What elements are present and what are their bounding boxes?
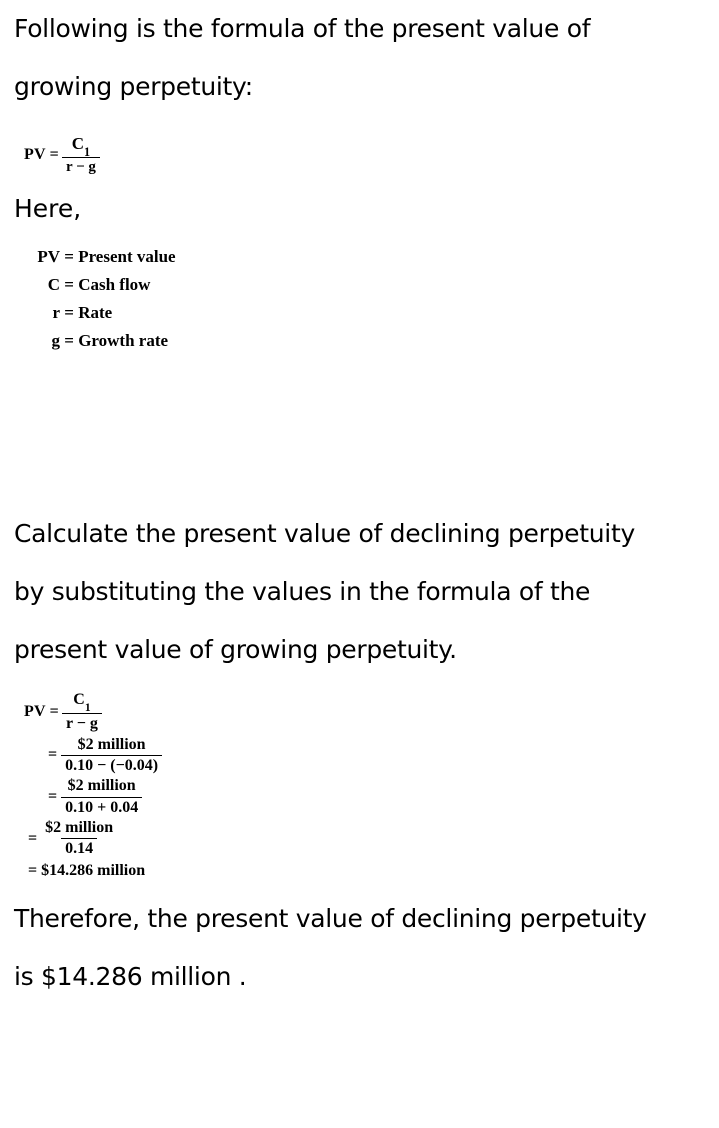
definition-meaning: Rate xyxy=(78,302,113,322)
calculation-equals: = xyxy=(28,829,38,847)
conclusion-line-2: is $14.286 million . xyxy=(14,961,247,991)
calculation-denominator: 0.10 + 0.04 xyxy=(61,797,142,817)
section-spacer xyxy=(14,355,705,505)
formula-numerator-subscript: 1 xyxy=(84,145,91,160)
formula-denominator: r − g xyxy=(62,157,100,176)
formula-numerator xyxy=(68,134,94,160)
calculation-denominator: 0.14 xyxy=(61,838,97,858)
definition-symbol: g xyxy=(51,330,60,350)
definition-meaning: Present value xyxy=(78,246,176,266)
calculation-line-4 xyxy=(28,819,705,859)
calculation-numerator-subscript: 1 xyxy=(84,701,91,714)
calculation-fraction xyxy=(61,736,162,776)
instruction-paragraph xyxy=(14,505,705,679)
calculation-fraction xyxy=(62,691,102,734)
definition-meaning: Growth rate xyxy=(78,330,169,350)
definition-symbol: r xyxy=(52,302,60,322)
calculation-denominator: r − g xyxy=(62,713,102,733)
calculation-result: = $14.286 million xyxy=(28,861,146,879)
calculation-block xyxy=(24,691,705,880)
calculation-lhs: PV = xyxy=(24,703,59,721)
formula-growing-perpetuity xyxy=(24,134,705,177)
calculation-line-2 xyxy=(48,736,705,776)
intro-paragraph xyxy=(14,0,705,116)
definitions-list xyxy=(32,243,705,355)
definition-equals: = xyxy=(64,330,74,350)
calculation-numerator-symbol: C xyxy=(73,690,85,708)
calculation-fraction xyxy=(41,819,117,859)
instruction-line-3: present value of growing perpetuity. xyxy=(14,634,457,664)
calculation-numerator: $2 million xyxy=(67,777,136,795)
intro-line-2: growing perpetuity: xyxy=(14,72,253,101)
calculation-numerator: $2 million xyxy=(77,735,146,753)
definition-item xyxy=(32,243,705,271)
definition-item xyxy=(32,271,705,299)
definition-symbol: PV xyxy=(37,246,60,266)
definition-symbol: C xyxy=(47,274,60,294)
instruction-line-2: by substituting the values in the formula of the xyxy=(14,576,591,606)
formula-numerator-symbol: C xyxy=(71,134,85,153)
calculation-equals: = xyxy=(48,746,58,764)
calculation-fraction xyxy=(61,777,142,817)
formula-fraction xyxy=(62,134,100,177)
definition-equals: = xyxy=(64,246,74,266)
here-label: Here, xyxy=(14,193,82,223)
calculation-denominator: 0.10 − (−0.04) xyxy=(61,755,162,775)
definition-equals: = xyxy=(64,274,74,294)
conclusion-paragraph xyxy=(14,890,705,1006)
calculation-numerator xyxy=(69,691,94,713)
definition-meaning: Cash flow xyxy=(78,274,151,294)
calculation-line-1 xyxy=(24,691,705,734)
definition-equals: = xyxy=(64,302,74,322)
instruction-line-1: Calculate the present value of declining perpetuity xyxy=(14,518,635,548)
conclusion-line-1: Therefore, the present value of declining perpetuity xyxy=(14,903,647,933)
definition-item xyxy=(32,299,705,327)
definition-item xyxy=(32,327,705,355)
intro-line-1: Following is the formula of the present value of xyxy=(14,14,591,43)
calculation-line-3 xyxy=(48,777,705,817)
calculation-numerator: $2 million xyxy=(45,819,114,837)
calculation-equals: = xyxy=(48,788,58,806)
formula-lhs: PV = xyxy=(24,146,59,164)
